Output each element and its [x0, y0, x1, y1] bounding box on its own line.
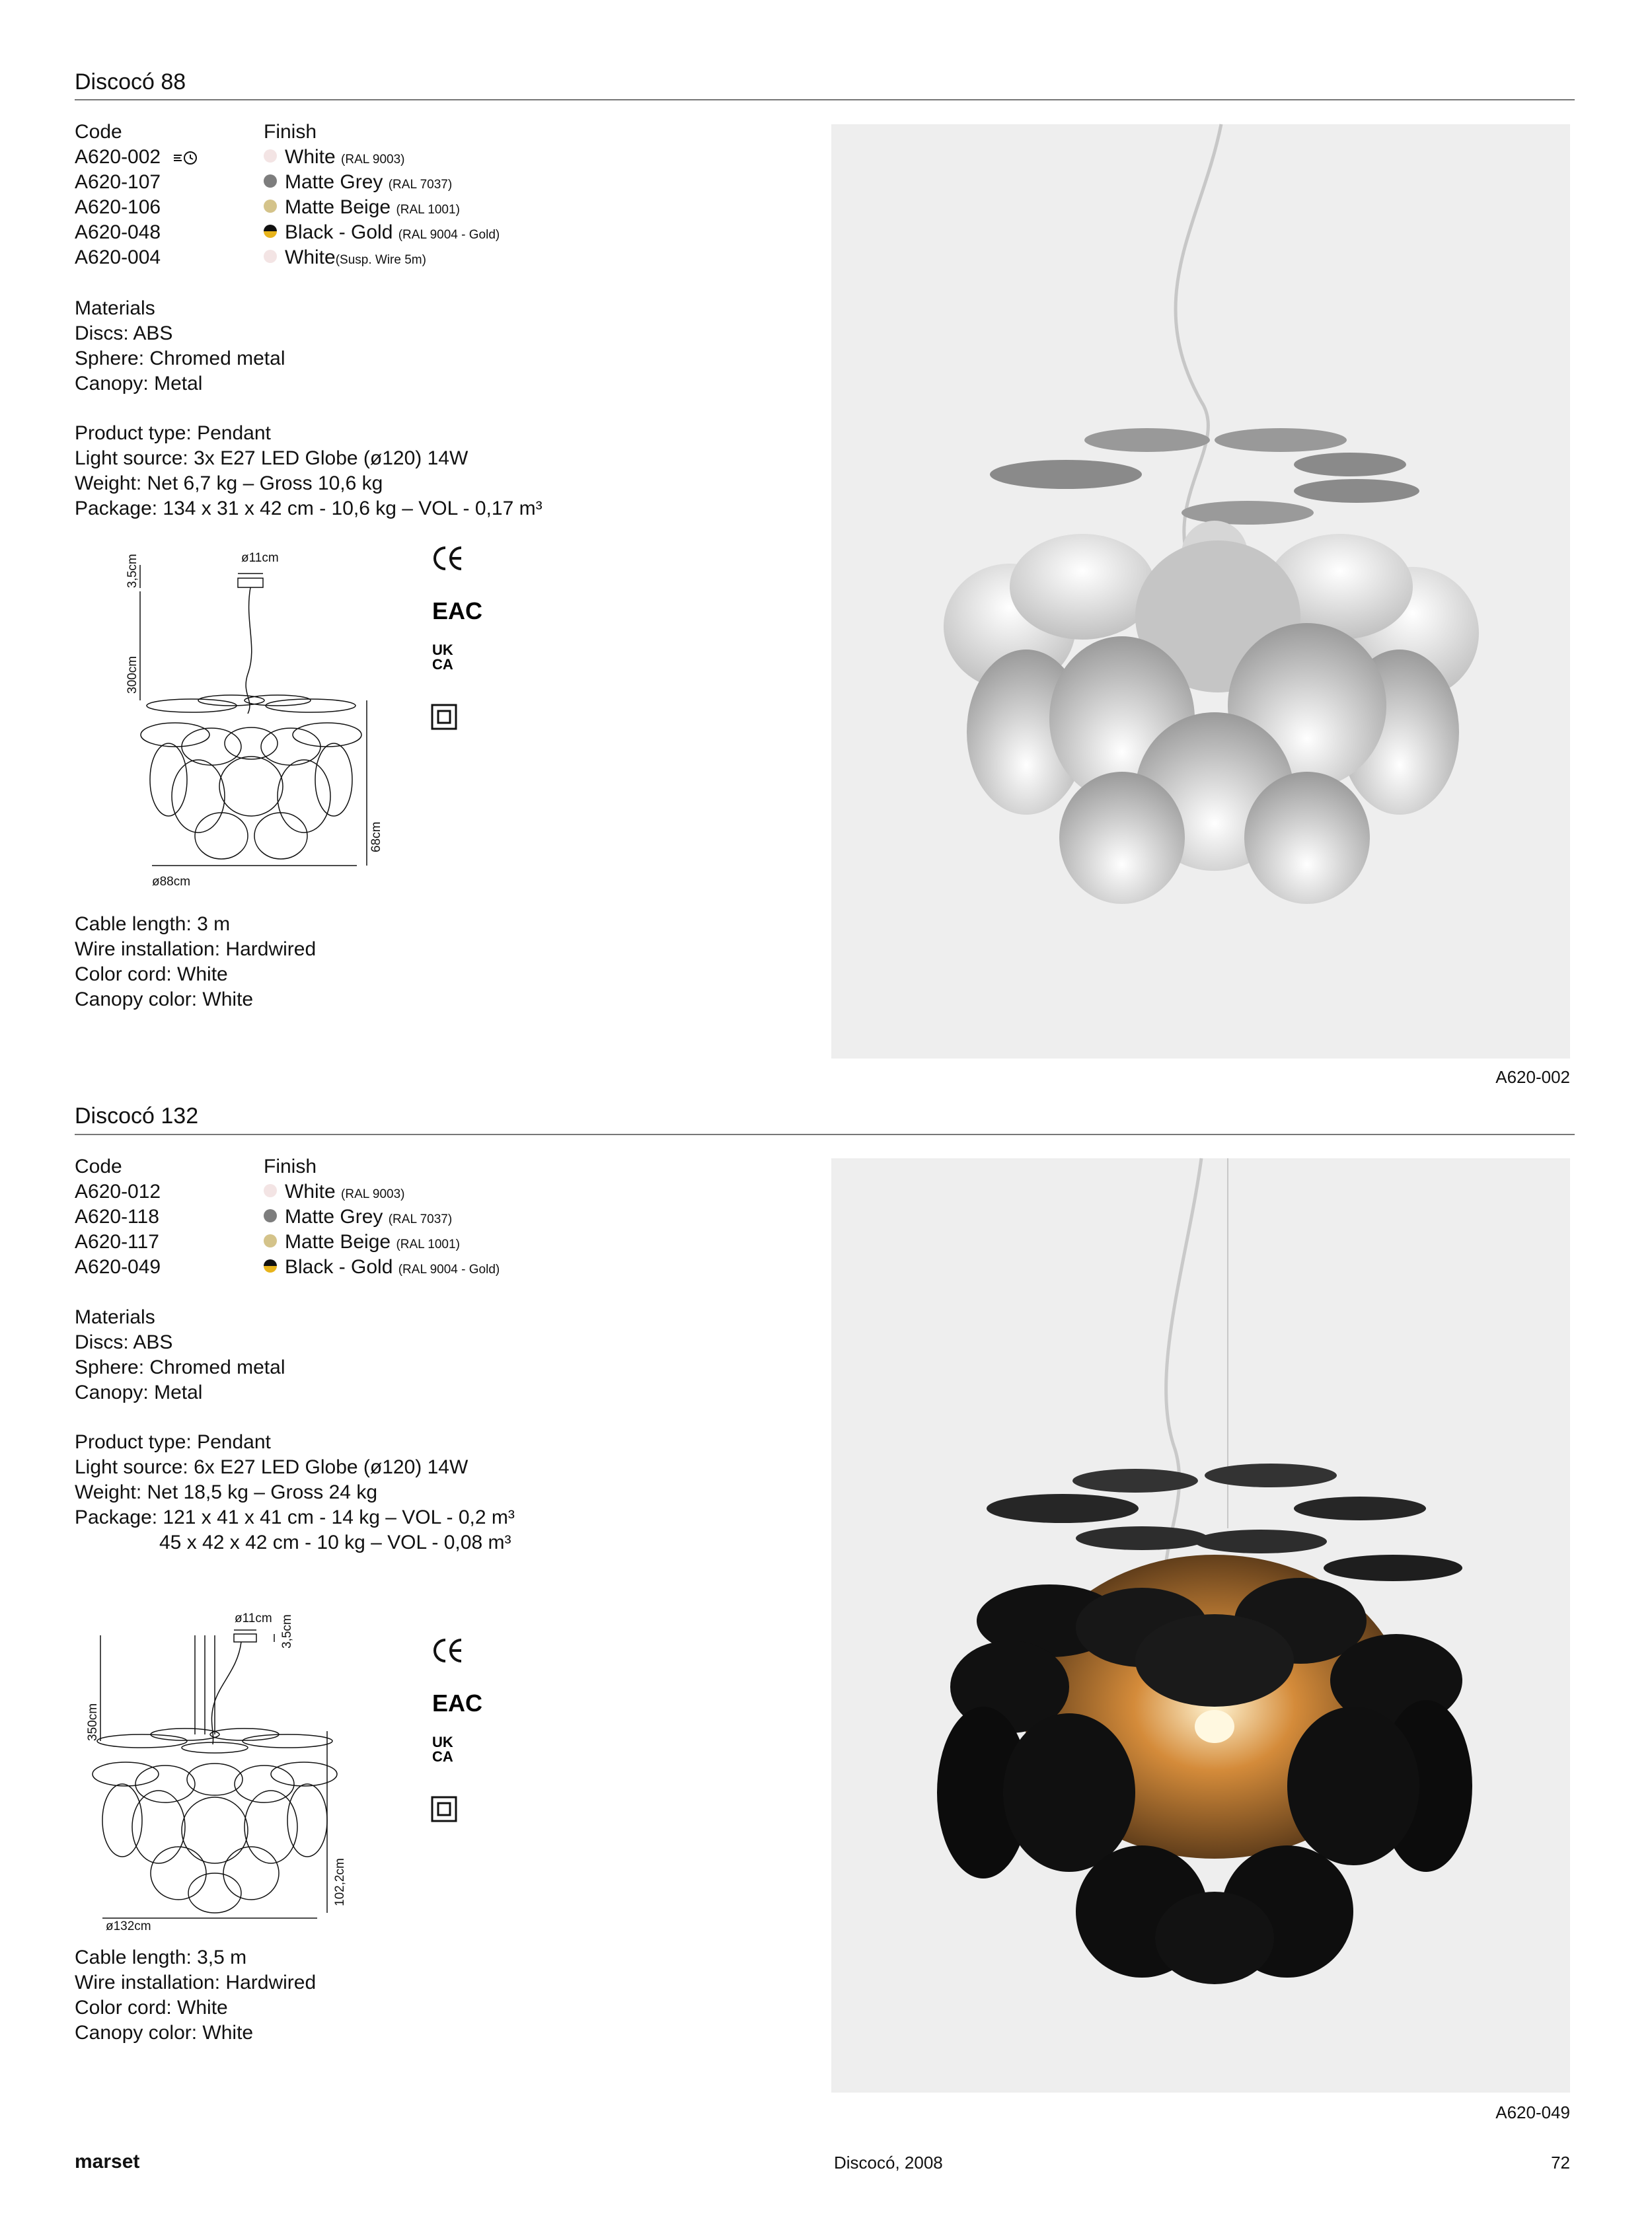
product-photo	[831, 1158, 1570, 2093]
class-ii-icon	[432, 705, 456, 729]
swatch-white	[264, 149, 277, 163]
code-item: A620-106	[75, 196, 161, 218]
section-divider	[75, 99, 1575, 100]
cable-info: Cable length: 3,5 m Wire installation: Hardwired Color cord: White Canopy color: White	[75, 1947, 317, 2044]
lamp-height-label: 68cm	[369, 821, 383, 852]
svg-text:CA: CA	[432, 1748, 453, 1765]
code-item: A620-107	[75, 171, 161, 193]
finish-item: Matte Beige (RAL 1001)	[264, 195, 500, 220]
ce-mark-icon	[435, 548, 461, 569]
lamp-image	[831, 1158, 1570, 2093]
ce-mark-icon	[435, 1640, 461, 1661]
canopy-diameter-label: ø11cm	[235, 1612, 272, 1625]
eac-mark-icon: EAC	[432, 1690, 483, 1717]
photo-caption: A620-049	[1495, 2102, 1570, 2122]
code-item: A620-118	[75, 1206, 159, 1228]
class-ii-icon	[432, 1797, 456, 1821]
certification-marks	[430, 545, 483, 737]
ukca-mark-icon: UK	[432, 1734, 453, 1750]
product-specs: Product type: Pendant Light source: 6x E27 LED Globe (ø120) 14W Weight: Net 18,5 kg – Gross 24 kg Package: 121 x 41 x 41 cm - 14 kg – VOL - 0,2 m³ 45 x 42 x 42 cm - 10 kg – VOL - 0,08 m³	[75, 1431, 515, 1553]
code-item: A620-048	[75, 221, 161, 243]
technical-drawing	[112, 542, 403, 899]
section-title: Discocó 132	[75, 1103, 199, 1129]
product-specs: Product type: Pendant Light source: 3x E27 LED Globe (ø120) 14W Weight: Net 6,7 kg – Gross 10,6 kg Package: 134 x 31 x 42 cm - 10,6 kg – VOL - 0,17 m³	[75, 422, 543, 519]
swatch-beige	[264, 200, 277, 213]
section-divider	[75, 1134, 1575, 1135]
swatch-black-gold	[264, 1259, 277, 1273]
cable-length-label: 350cm	[86, 1703, 100, 1741]
code-item: A620-117	[75, 1231, 159, 1253]
swatch-white	[264, 250, 277, 263]
swatch-beige	[264, 1234, 277, 1247]
svg-text:CA: CA	[432, 656, 453, 673]
finish-item: White(Susp. Wire 5m)	[264, 245, 500, 270]
finish-item: Matte Grey (RAL 7037)	[264, 170, 500, 195]
code-item: A620-049	[75, 1256, 161, 1278]
certification-marks	[430, 1637, 483, 1829]
swatch-grey	[264, 174, 277, 188]
canopy-diameter-label: ø11cm	[241, 551, 279, 565]
swatch-grey	[264, 1209, 277, 1222]
finish-item: White (RAL 9003)	[264, 1179, 500, 1205]
brand-logo: marset	[75, 2151, 140, 2173]
finish-item: Black - Gold (RAL 9004 - Gold)	[264, 220, 500, 245]
code-header: Code	[75, 1156, 122, 1177]
finish-item: Black - Gold (RAL 9004 - Gold)	[264, 1255, 500, 1280]
lamp-height-label: 102,2cm	[333, 1858, 347, 1906]
lamp-image	[831, 124, 1570, 1059]
materials-block: Materials Discs: ABS Sphere: Chromed metal Canopy: Metal	[75, 1306, 285, 1403]
product-photo	[831, 124, 1570, 1059]
finish-column	[264, 1154, 500, 1280]
canopy-height-label: 3,5cm	[126, 554, 139, 588]
cable-length-label: 300cm	[126, 655, 139, 694]
code-column	[75, 120, 200, 270]
code-item: A620-012	[75, 1181, 161, 1203]
code-item: A620-004	[75, 246, 161, 268]
finish-column	[264, 120, 500, 270]
technical-drawing	[73, 1602, 377, 1933]
materials-block: Materials Discs: ABS Sphere: Chromed metal Canopy: Metal	[75, 297, 285, 394]
finish-item: Matte Beige (RAL 1001)	[264, 1230, 500, 1255]
code-column	[75, 1154, 161, 1280]
finish-header: Finish	[264, 1156, 317, 1177]
canopy-height-label: 3,5cm	[280, 1614, 294, 1649]
swatch-white	[264, 1184, 277, 1197]
finish-item: White (RAL 9003)	[264, 145, 500, 170]
photo-caption: A620-002	[1495, 1067, 1570, 1087]
eac-mark-icon: EAC	[432, 597, 483, 624]
lamp-diameter-label: ø132cm	[106, 1919, 151, 1933]
cable-info: Cable length: 3 m Wire installation: Hardwired Color cord: White Canopy color: White	[75, 913, 317, 1010]
dimmable-icon	[172, 149, 200, 167]
finish-header: Finish	[264, 121, 317, 143]
section-title: Discocó 88	[75, 69, 186, 94]
swatch-black-gold	[264, 225, 277, 238]
collection-label: Discocó, 2008	[834, 2153, 943, 2173]
finish-item: Matte Grey (RAL 7037)	[264, 1205, 500, 1230]
code-item: A620-002	[75, 145, 200, 170]
ukca-mark-icon: UK	[432, 642, 453, 658]
code-header: Code	[75, 121, 122, 143]
page-number: 72	[1551, 2153, 1570, 2173]
lamp-diameter-label: ø88cm	[152, 875, 191, 889]
